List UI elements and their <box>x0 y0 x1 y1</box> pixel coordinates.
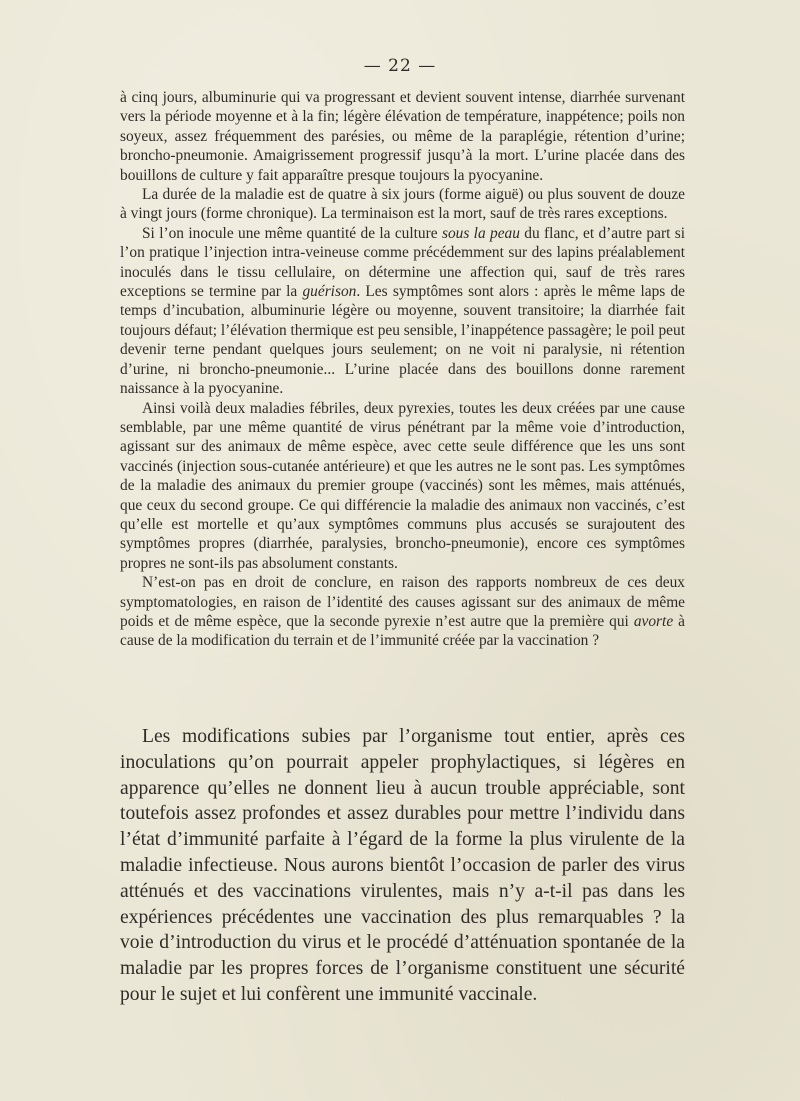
body-text-small <box>120 88 685 651</box>
text-run: du flanc, et d’autre part si l’on pratique l’injection intra-veineuse comme précédemment sur des lapins préalablement inoculés dans le tissu cellulaire, on détermine une affection qui, sauf de très rares exceptions se termine par la <box>120 224 685 301</box>
text-run: Ainsi voilà deux maladies fébriles, deux pyrexies, toutes les deux créées par une cause semblable, par une même quantité de virus pénétrant par la même voie d’introduction, agissant sur des animaux de même espèce, avec cette seule différence que les uns sont vaccinés (injection sous-cutanée antérieure) et que les autres ne le sont pas. Les symptômes de la maladie des animaux du premier groupe (vaccinés) sont les mêmes, mais atténués, que ceux du second groupe. Ce qui différencie la maladie des animaux non vaccinés, c’est qu’elle est mortelle et qu’aux symptômes communs plus accusés se surajoutent des symptômes propres (diarrhée, paralysies, broncho-pneumonie), encore ces symptômes propres ne sont-ils pas absolument constants. <box>120 399 685 572</box>
text-run: . Les symptômes sont alors : après le même laps de temps d’incubation, albuminurie légère ou moyenne, souvent transitoire; la diarrhée fait toujours défaut; l’élévation thermique est peu sensible, l’inappétence passagère; le poil peut devenir terne pendant quelques jours seulement; on ne voit ni paralysie, ni rétention d’urine, ni broncho-pneumonie... L’urine placée dans des bouillons donne rarement naissance à la pyocyanine. <box>120 283 686 398</box>
paragraph <box>120 399 685 574</box>
text-run: à cinq jours, albuminurie qui va progressant et devient souvent intense, diarrhée survenant vers la période moyenne et à la fin; légère élévation de température, inappétence; poils non soyeux, assez fréquemment des parésies, ou même de la paraplégie, rétention d’urine; broncho-pneumonie. Amaigrissement progressif jusqu’à la mort. L’urine placée dans des bouillons de culture y fait apparaître presque toujours la pyocyanine. <box>120 89 685 184</box>
text-run: La durée de la maladie est de quatre à six jours (forme aiguë) ou plus souvent de douze à vingt jours (forme chronique). La terminaison est la mort, sauf de très rares exceptions. <box>120 186 685 223</box>
body-text-large <box>120 724 685 1008</box>
italic-text-run: sous la peau <box>441 224 520 242</box>
italic-text-run: guérison <box>302 283 357 301</box>
text-run: Si l’on inocule une même quantité de la culture <box>142 224 442 242</box>
page-number: — 22 — <box>363 56 437 76</box>
italic-text-run: avorte <box>633 612 674 630</box>
paragraph <box>120 88 685 185</box>
text-run: à cause de la modification du terrain et de l’immunité créée par la vaccination ? <box>120 612 685 650</box>
paragraph <box>120 573 685 651</box>
paragraph: Les modifications subies par l’organisme tout entier, après ces inoculations qu’on pourrait appeler prophylactiques, si légères en apparence qu’elles ne donnent lieu à aucun trouble appréciable, sont toutefois assez profondes et assez durables pour mettre l’individu dans l’état d’immunité parfaite à l’égard de la forme la plus virulente de la maladie infectieuse. Nous aurons bientôt l’occasion de parler des virus atténués et des vaccinations virulentes, mais n’y a-t-il pas dans les expériences précédentes une vaccination des plus remarquables ? la voie d’introduction du virus et le procédé d’atténuation spontanée de la maladie par les propres forces de l’organisme constituent une sécurité pour le sujet et lui confèrent une immunité vaccinale. <box>120 726 685 1005</box>
paragraph <box>120 185 685 224</box>
paragraph <box>120 224 685 399</box>
text-run: N’est-on pas en droit de conclure, en raison des rapports nombreux de ces deux symptomatologies, en raison de l’identité des causes agissant sur des animaux de même poids et de même espèce, que la seconde pyrexie n’est autre que la première qui <box>120 574 685 630</box>
